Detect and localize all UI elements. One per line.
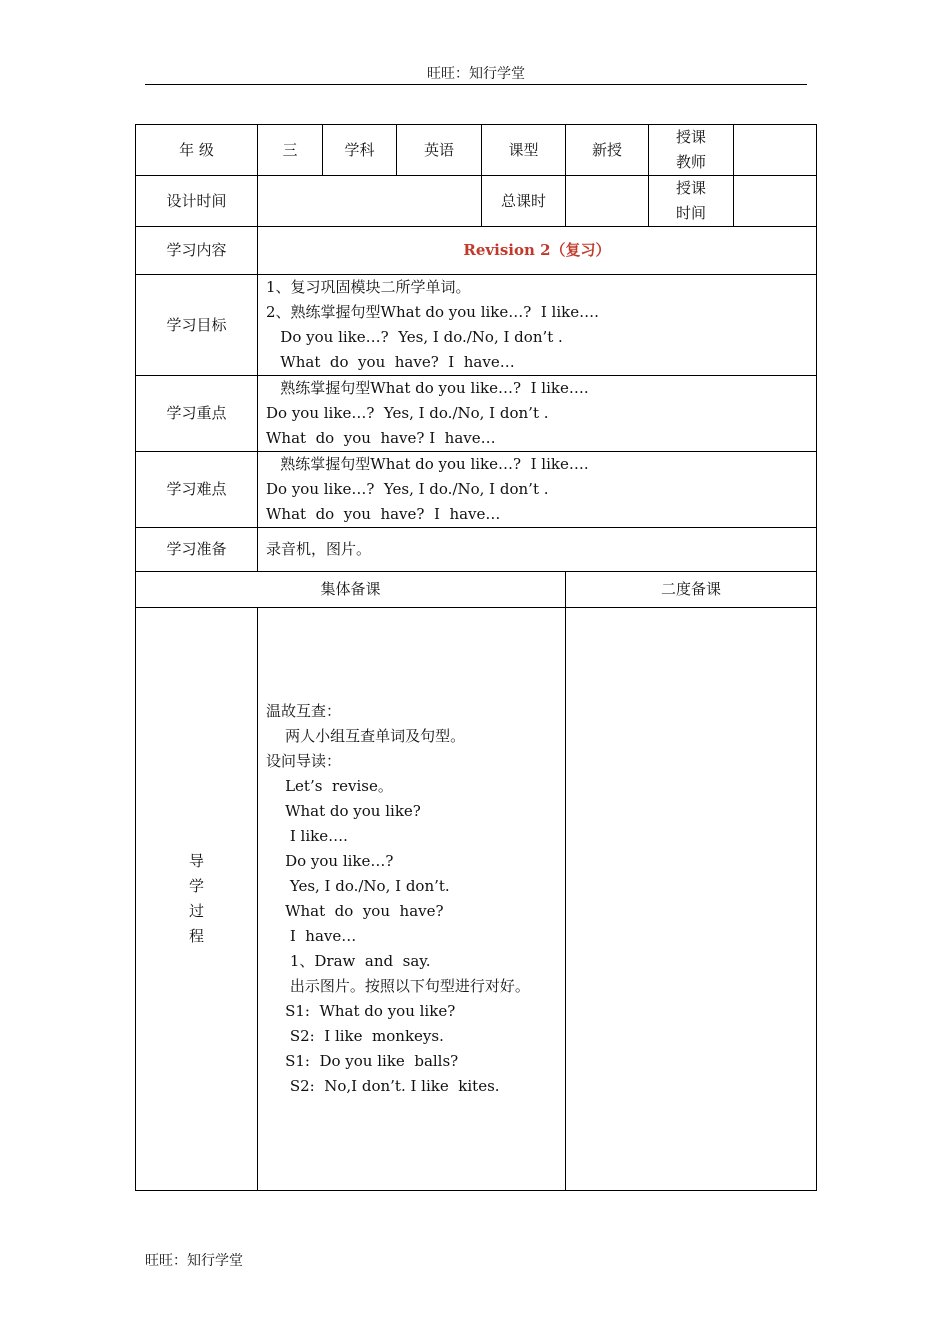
lesson-type-label: 课型 (482, 125, 566, 176)
process-line: 两人小组互查单词及句型。 (266, 727, 466, 745)
difficulties-row (136, 452, 817, 528)
process-line: S1: What do you like? (266, 1002, 456, 1020)
total-hours-label: 总课时 (482, 176, 566, 227)
difficulties-content (258, 452, 817, 528)
process-line: Let’s revise。 (266, 777, 393, 795)
info-row-1 (136, 125, 817, 176)
process-line: What do you have? (266, 902, 444, 920)
subject-value: 英语 (397, 125, 482, 176)
goal-line: Do you like…? Yes, I do./No, I don’t . (266, 328, 563, 346)
process-line: S1: Do you like balls? (266, 1052, 459, 1070)
group-prep-header: 集体备课 (136, 572, 566, 608)
process-row (136, 608, 817, 1191)
grade-label: 年 级 (136, 125, 258, 176)
content-row (136, 227, 817, 275)
process-line: S2: I like monkeys. (266, 1027, 444, 1045)
key-points-content (258, 376, 817, 452)
key-point-line: 熟练掌握句型What do you like…? I like…. (266, 379, 589, 397)
process-label (136, 608, 258, 1191)
lesson-plan-table (135, 124, 817, 1191)
difficulty-line: Do you like…? Yes, I do./No, I don’t . (266, 480, 549, 498)
process-line: I have… (266, 927, 357, 945)
subject-label: 学科 (323, 125, 397, 176)
header-divider (145, 84, 807, 85)
grade-value: 三 (258, 125, 323, 176)
key-point-line: What do you have? I have… (266, 429, 496, 447)
class-time-label-line2: 时间 (675, 204, 706, 222)
goals-label: 学习目标 (136, 275, 258, 376)
total-hours-value (566, 176, 649, 227)
section-header-row (136, 572, 817, 608)
process-line: 1、Draw and say. (266, 952, 431, 970)
class-time-label-line1: 授课 (675, 179, 706, 197)
process-line: Do you like…? (266, 852, 394, 870)
difficulty-line: What do you have? I have… (266, 505, 501, 523)
preparation-content: 录音机，图片。 (258, 528, 817, 572)
teacher-label-line1: 授课 (675, 128, 706, 146)
page-footer: 旺旺：知行学堂 (145, 1253, 243, 1269)
info-row-2 (136, 176, 817, 227)
design-time-value (258, 176, 482, 227)
content-label: 学习内容 (136, 227, 258, 275)
goal-line: What do you have? I have… (266, 353, 515, 371)
process-label-char: 程 (188, 927, 204, 945)
goal-line: 1、复习巩固模块二所学单词。 (266, 278, 471, 296)
teacher-value (734, 125, 817, 176)
page-header: 旺旺：知行学堂 (427, 66, 525, 82)
goals-row (136, 275, 817, 376)
process-line: S2: No,I don’t. I like kites. (266, 1077, 500, 1095)
design-time-label: 设计时间 (136, 176, 258, 227)
difficulty-line: 熟练掌握句型What do you like…? I like…. (266, 455, 589, 473)
teacher-label-line2: 教师 (675, 153, 706, 171)
second-prep-header: 二度备课 (566, 572, 817, 608)
key-points-row (136, 376, 817, 452)
process-line: 温故互查： (266, 702, 342, 720)
process-label-char: 过 (188, 902, 204, 920)
process-line: Yes, I do./No, I don’t. (266, 877, 450, 895)
process-label-char: 学 (188, 877, 204, 895)
process-content (258, 608, 566, 1191)
process-label-char: 导 (188, 852, 204, 870)
preparation-row (136, 528, 817, 572)
second-prep-notes (566, 608, 817, 1191)
process-line: What do you like? (266, 802, 421, 820)
process-line: I like…. (266, 827, 348, 845)
goal-line: 2、熟练掌握句型What do you like…? I like…. (266, 303, 599, 321)
process-line: 出示图片。按照以下句型进行对好。 (266, 977, 530, 995)
preparation-label: 学习准备 (136, 528, 258, 572)
key-points-label: 学习重点 (136, 376, 258, 452)
lesson-type-value: 新授 (566, 125, 649, 176)
class-time-value (734, 176, 817, 227)
lesson-title: Revision 2（复习） (258, 227, 817, 275)
teacher-label (649, 125, 734, 176)
process-line: 设问导读： (266, 752, 342, 770)
class-time-label (649, 176, 734, 227)
goals-content (258, 275, 817, 376)
key-point-line: Do you like…? Yes, I do./No, I don’t . (266, 404, 549, 422)
difficulties-label: 学习难点 (136, 452, 258, 528)
